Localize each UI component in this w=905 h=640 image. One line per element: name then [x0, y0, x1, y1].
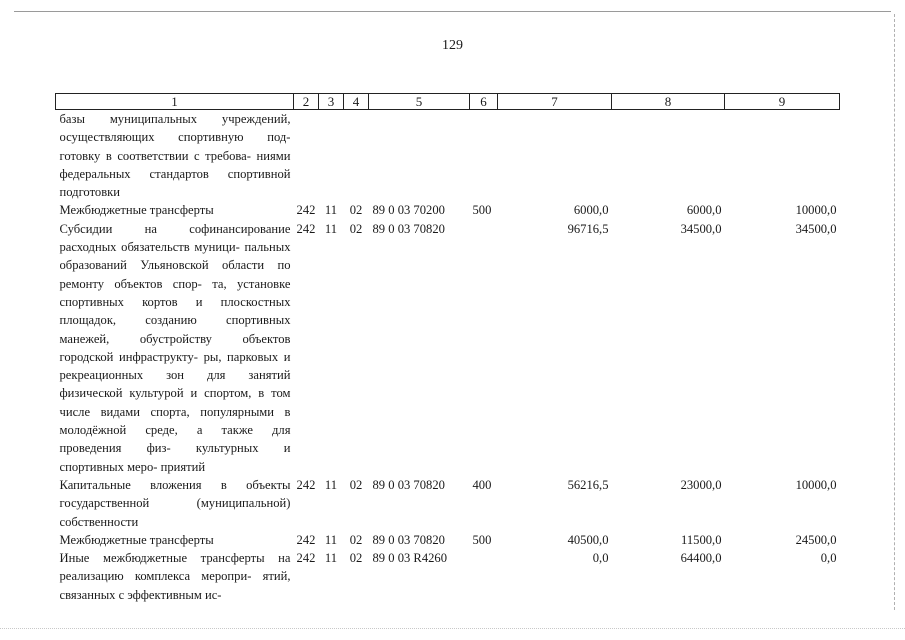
header-col-6: 6	[470, 94, 498, 110]
description-line: для занятий физической культурой	[59, 368, 291, 401]
description-line: приятий	[160, 459, 206, 474]
table-body	[56, 110, 840, 605]
admin-code-cell: 242	[296, 551, 316, 566]
table-header	[56, 94, 840, 110]
amount-col-9-cell: 0,0	[820, 551, 837, 566]
expense-type-cell	[470, 220, 498, 476]
description-line: базы муниципальных учреждений,	[59, 112, 291, 126]
budget-table	[55, 93, 840, 604]
subsection-code-cell: 02	[349, 551, 363, 566]
description-line: спортивных манежей, обустройству	[59, 313, 291, 346]
description-line: собственности	[59, 514, 139, 529]
description-line: ниями федеральных стандартов	[59, 148, 291, 181]
section-code-cell: 11	[324, 477, 338, 492]
description-line: ятий, связанных с эффективным ис-	[59, 569, 291, 602]
row-description	[56, 220, 294, 476]
description-line: объектов городской инфраструкту-	[59, 331, 291, 364]
header-col-8: 8	[612, 94, 725, 110]
row-description	[56, 549, 294, 604]
amount-col-9-cell: 34500,0	[795, 221, 837, 236]
description-line: области по ремонту объектов спор-	[59, 258, 291, 291]
subsection-code-cell	[344, 110, 369, 202]
amount-col-8-cell	[612, 110, 725, 202]
header-col-4: 4	[344, 94, 369, 110]
target-article-cell: 89 0 03 70820	[372, 221, 445, 236]
section-code-cell: 11	[324, 203, 338, 218]
section-code-cell: 11	[324, 551, 338, 566]
description-line: Межбюджетные трансферты	[59, 532, 214, 547]
description-line: и спортом, в том числе видами	[59, 386, 291, 419]
table-row	[56, 549, 840, 604]
table-row	[56, 201, 840, 219]
row-description	[56, 201, 294, 219]
header-col-2: 2	[294, 94, 319, 110]
description-line: среде, а также для проведения физ-	[59, 423, 291, 456]
row-description	[56, 110, 294, 202]
amount-col-9-cell	[725, 110, 840, 202]
amount-col-8-cell: 34500,0	[680, 221, 722, 236]
header-col-1: 1	[56, 94, 294, 110]
description-line: та, установке спортивных кортов и	[59, 276, 291, 309]
header-col-9: 9	[725, 94, 840, 110]
amount-col-8-cell: 11500,0	[681, 532, 722, 547]
header-col-3: 3	[319, 94, 344, 110]
page-number: 129	[442, 38, 463, 53]
target-article-cell: 89 0 03 70820	[372, 477, 445, 492]
description-line: Субсидии на софинансирование	[59, 221, 291, 236]
page-right-edge	[894, 14, 895, 610]
expense-type-cell	[470, 549, 498, 604]
amount-col-8-cell: 6000,0	[686, 203, 722, 218]
description-line: государственной (муниципальной)	[59, 496, 291, 511]
description-line: спорта, популярными в молодёжной	[59, 404, 291, 438]
header-col-5: 5	[369, 94, 470, 110]
amount-col-9-cell: 10000,0	[795, 477, 837, 492]
description-line: Капитальные вложения в объекты	[59, 477, 291, 492]
admin-code-cell: 242	[296, 477, 316, 492]
admin-code-cell	[294, 110, 319, 202]
admin-code-cell: 242	[296, 221, 316, 236]
description-line: пальных образований Ульяновской	[59, 240, 291, 273]
target-article-cell	[369, 110, 470, 202]
header-col-7: 7	[498, 94, 612, 110]
section-code-cell: 11	[324, 532, 338, 547]
subsection-code-cell: 02	[349, 221, 363, 236]
amount-col-7-cell: 56216,5	[567, 477, 609, 492]
amount-col-7-cell: 6000,0	[573, 203, 609, 218]
header-row	[56, 94, 840, 110]
section-code-cell	[319, 110, 344, 202]
description-line: Межбюджетные трансферты	[59, 203, 214, 218]
target-article-cell: 89 0 03 70820	[372, 532, 445, 547]
row-description	[56, 531, 294, 549]
subsection-code-cell: 02	[349, 203, 363, 218]
amount-col-9-cell: 10000,0	[795, 203, 837, 218]
subsection-code-cell: 02	[349, 532, 363, 547]
description-line: на реализацию комплекса меропри-	[59, 551, 291, 584]
table-row	[56, 110, 840, 202]
page-top-edge	[14, 11, 891, 12]
admin-code-cell: 242	[296, 532, 316, 547]
table-row	[56, 476, 840, 531]
expense-type-cell	[470, 110, 498, 202]
section-code-cell: 11	[324, 221, 338, 236]
row-description	[56, 476, 294, 531]
amount-col-7-cell: 40500,0	[567, 532, 609, 547]
amount-col-8-cell: 64400,0	[680, 551, 722, 566]
description-line: ры, парковых и рекреационных зон	[59, 349, 291, 383]
expense-type-cell: 500	[472, 203, 492, 218]
amount-col-9-cell: 24500,0	[795, 532, 837, 547]
amount-col-7-cell: 0,0	[592, 551, 609, 566]
expense-type-cell: 400	[472, 477, 492, 492]
subsection-code-cell: 02	[349, 477, 363, 492]
description-line: готовку в соответствии с требова-	[59, 148, 251, 163]
description-line: расходных обязательств муници-	[59, 240, 240, 255]
table-row	[56, 220, 840, 476]
description-line: осуществляющих спортивную под-	[59, 130, 291, 145]
amount-col-7-cell	[498, 110, 612, 202]
target-article-cell: 89 0 03 70200	[372, 203, 445, 218]
description-line: Иные межбюджетные трансферты	[59, 551, 265, 566]
amount-col-7-cell: 96716,5	[567, 221, 609, 236]
description-line: спортивной подготовки	[59, 166, 291, 200]
expense-type-cell: 500	[472, 532, 492, 547]
page-bottom-edge	[0, 628, 905, 629]
description-line: плоскостных площадок, созданию	[59, 294, 291, 328]
admin-code-cell: 242	[296, 203, 316, 218]
table-row	[56, 531, 840, 549]
description-line: культурных и спортивных меро-	[59, 441, 291, 474]
target-article-cell: 89 0 03 R4260	[372, 551, 448, 566]
amount-col-8-cell: 23000,0	[680, 477, 722, 492]
